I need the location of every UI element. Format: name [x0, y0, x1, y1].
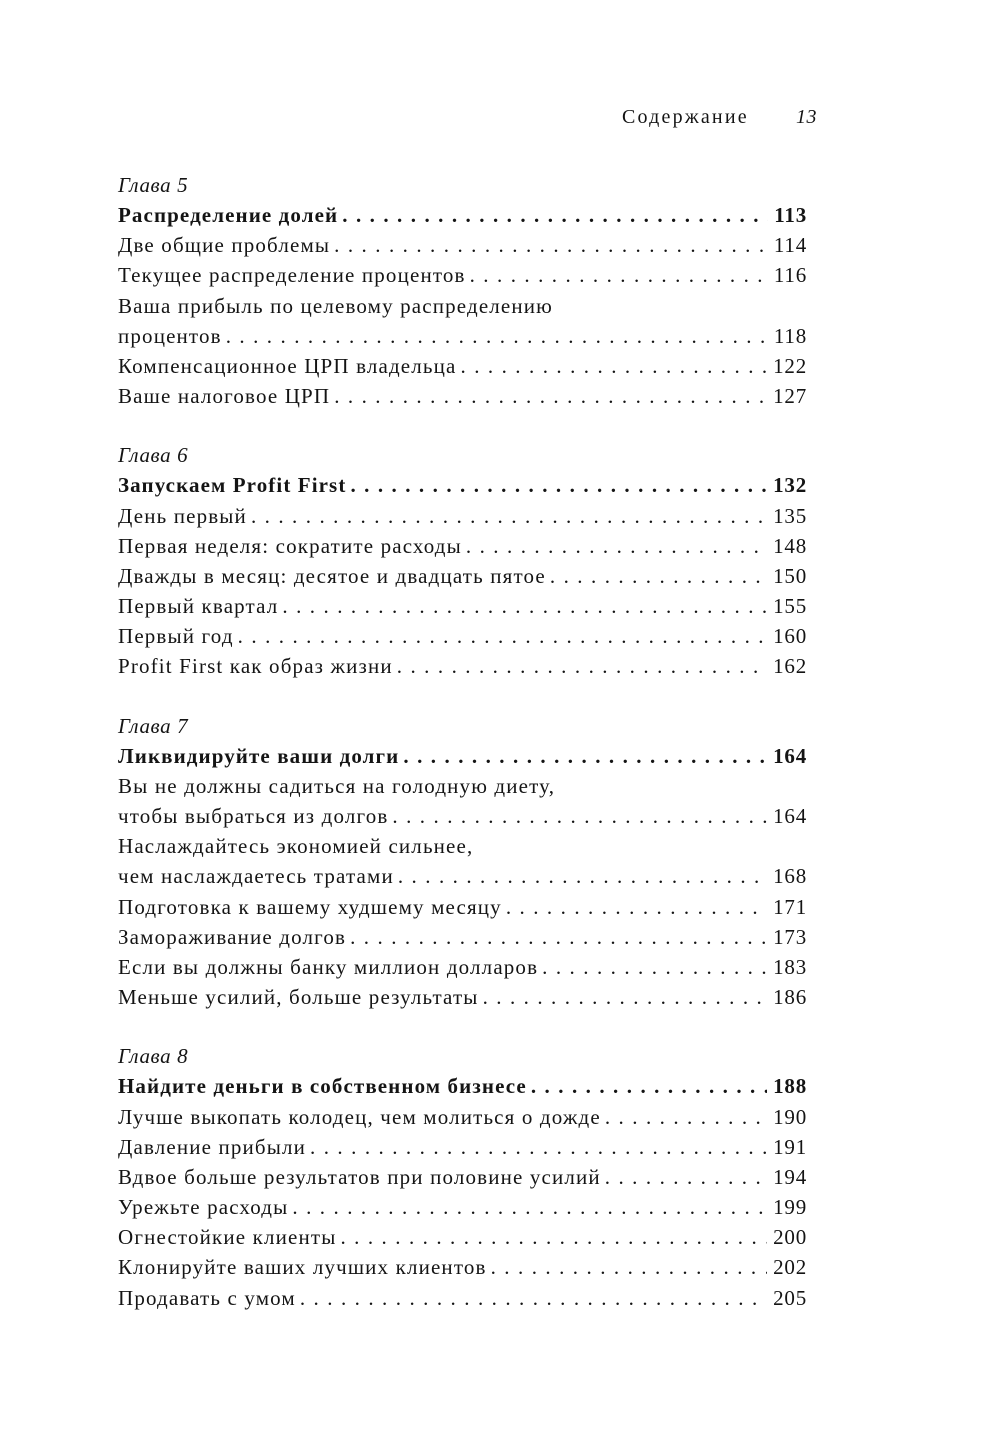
toc-entry[interactable] [118, 801, 807, 831]
dot-leader [470, 260, 768, 290]
toc-entry-page-number: 160 [773, 624, 807, 649]
dot-leader [483, 982, 768, 1012]
toc-entry-page-number: 135 [773, 503, 807, 528]
dot-leader [251, 501, 767, 531]
toc-entry-title: Текущее распределение процентов [118, 263, 466, 288]
toc-entry-title: Продавать с умом [118, 1285, 296, 1310]
chapter-label: Глава 7 [118, 713, 189, 738]
chapter-section [118, 440, 807, 681]
toc-entry-page-number: 118 [773, 323, 807, 348]
toc-entry-page-number: 199 [773, 1195, 807, 1220]
chapter-page-number: 132 [773, 473, 807, 498]
chapter-title: Запускаем Profit First [118, 473, 347, 498]
dot-leader [282, 591, 767, 621]
toc-entry[interactable] [118, 982, 807, 1012]
dot-leader [550, 561, 767, 591]
toc-entry-title: Меньше усилий, больше результаты [118, 985, 479, 1010]
toc-entry[interactable] [118, 952, 807, 982]
toc-entry[interactable] [118, 1162, 807, 1192]
dot-leader [466, 531, 767, 561]
toc-entry-page-number: 183 [773, 954, 807, 979]
chapter-title: Ликвидируйте ваши долги [118, 743, 400, 768]
toc-entry[interactable] [118, 321, 807, 351]
chapter-section [118, 711, 807, 1013]
dot-leader [542, 952, 767, 982]
chapter-label: Глава 6 [118, 443, 189, 468]
toc-entry-title: Если вы должны банку миллион долларов [118, 954, 539, 979]
chapter-title: Распределение долей [118, 203, 339, 227]
dot-leader [340, 1222, 767, 1252]
chapter-title-row[interactable] [118, 470, 807, 500]
dot-leader [403, 741, 767, 771]
dot-leader [605, 1162, 767, 1192]
toc-entry-page-number: 116 [773, 263, 807, 288]
toc-entry-page-number: 202 [773, 1255, 807, 1280]
dot-leader [342, 200, 768, 230]
toc-entry-title: Ваше налоговое ЦРП [118, 384, 331, 409]
toc-entry-page-number: 168 [773, 864, 807, 889]
chapter-label: Глава 5 [118, 173, 189, 197]
toc-entry[interactable] [118, 1283, 807, 1313]
dot-leader [392, 801, 767, 831]
toc-entry-title: Урежьте расходы [118, 1195, 289, 1220]
toc-entry[interactable] [118, 861, 807, 891]
toc-entry[interactable] [118, 561, 807, 591]
toc-entry-page-number: 173 [773, 924, 807, 949]
toc-entry-page-number: 164 [773, 804, 807, 828]
dot-leader [238, 621, 767, 651]
toc-entry-title: Две общие проблемы [118, 233, 331, 258]
chapter-page-number: 188 [773, 1074, 807, 1099]
toc-entry[interactable] [118, 651, 807, 681]
toc-entry[interactable] [118, 501, 807, 531]
toc-entry-title: День первый [118, 503, 247, 528]
toc-entry[interactable] [118, 922, 807, 952]
toc-entry[interactable] [118, 892, 807, 922]
dot-leader [491, 1252, 768, 1282]
dot-leader [226, 321, 768, 351]
toc-entry-line[interactable]: Ваша прибыль по целевому распределению [118, 293, 553, 318]
toc-entry[interactable] [118, 260, 807, 290]
toc-entry-page-number: 190 [773, 1104, 807, 1129]
toc-entry-page-number: 150 [773, 563, 807, 588]
chapter-page-number: 113 [774, 203, 807, 227]
dot-leader [334, 230, 768, 260]
chapter-label: Глава 8 [118, 1044, 189, 1069]
toc-entry-page-number: 186 [773, 985, 807, 1010]
dot-leader [300, 1283, 767, 1313]
toc-entry-title: Вдвое больше результатов при половине усилий [118, 1164, 601, 1189]
toc-entry-page-number: 205 [773, 1285, 807, 1310]
dot-leader [310, 1132, 767, 1162]
chapter-title-row[interactable] [118, 200, 807, 230]
toc-entry-title: Давление прибыли [118, 1134, 307, 1159]
chapter-title: Найдите деньги в собственном бизнесе [118, 1074, 527, 1099]
dot-leader [605, 1102, 767, 1132]
toc-entry-title: Первая неделя: сократите расходы [118, 533, 462, 558]
toc-entry-page-number: 171 [773, 894, 807, 919]
dot-leader [506, 892, 767, 922]
toc-entry-title: Первый год [118, 624, 234, 649]
toc-entry-title: Замораживание долгов [118, 924, 347, 949]
toc-entry-line[interactable]: Наслаждайтесь экономией сильнее, [118, 834, 474, 859]
chapter-section [118, 1041, 807, 1313]
toc-entry[interactable] [118, 1222, 807, 1252]
toc-entry-title: Первый квартал [118, 594, 279, 619]
toc-entry-title: чем наслаждаетесь тратами [118, 864, 394, 889]
toc-entry-title: Клонируйте ваших лучших клиентов [118, 1255, 487, 1280]
table-of-contents [118, 170, 807, 1342]
toc-entry-page-number: 114 [773, 233, 807, 258]
dot-leader [397, 651, 767, 681]
toc-entry-page-number: 162 [773, 654, 807, 679]
toc-entry-page-number: 127 [773, 384, 807, 409]
page-number: 13 [796, 106, 817, 128]
dot-leader [350, 922, 767, 952]
toc-entry-title: Подготовка к вашему худшему месяцу [118, 894, 502, 919]
toc-entry-title: процентов [118, 323, 222, 348]
toc-entry[interactable] [118, 531, 807, 561]
toc-entry[interactable] [118, 1132, 807, 1162]
dot-leader [350, 470, 767, 500]
toc-entry-title: Лучше выкопать колодец, чем молиться о дожде [118, 1104, 601, 1129]
dot-leader [334, 381, 767, 411]
chapter-title-row[interactable] [118, 1071, 807, 1101]
chapter-section [118, 170, 807, 411]
toc-entry[interactable] [118, 230, 807, 260]
toc-entry[interactable] [118, 1252, 807, 1282]
toc-entry-title: Дважды в месяц: десятое и двадцать пятое [118, 563, 546, 588]
dot-leader [461, 351, 768, 381]
dot-leader [292, 1192, 767, 1222]
toc-entry-page-number: 148 [773, 533, 807, 558]
toc-entry-page-number: 122 [773, 353, 807, 378]
toc-entry-title: Огнестойкие клиенты [118, 1225, 337, 1250]
toc-entry-title: Компенсационное ЦРП владельца [118, 353, 457, 378]
toc-entry-page-number: 155 [773, 594, 807, 619]
toc-entry-page-number: 200 [773, 1225, 807, 1250]
toc-entry[interactable] [118, 381, 807, 411]
toc-entry[interactable] [118, 351, 807, 381]
toc-entry[interactable] [118, 591, 807, 621]
toc-entry[interactable] [118, 1192, 807, 1222]
toc-entry[interactable] [118, 621, 807, 651]
chapter-title-row[interactable] [118, 741, 807, 771]
toc-entry-page-number: 194 [773, 1164, 807, 1189]
toc-entry-page-number: 191 [773, 1134, 807, 1159]
running-head-title: Содержание [622, 106, 749, 128]
running-head [622, 106, 817, 129]
toc-entry[interactable] [118, 1102, 807, 1132]
toc-entry-title: Profit First как образ жизни [118, 654, 393, 679]
dot-leader [531, 1071, 767, 1101]
toc-entry-title: чтобы выбраться из долгов [118, 804, 389, 828]
toc-entry-line[interactable]: Вы не должны садиться на голодную диету, [118, 773, 556, 798]
chapter-page-number: 164 [773, 743, 807, 768]
dot-leader [398, 861, 767, 891]
